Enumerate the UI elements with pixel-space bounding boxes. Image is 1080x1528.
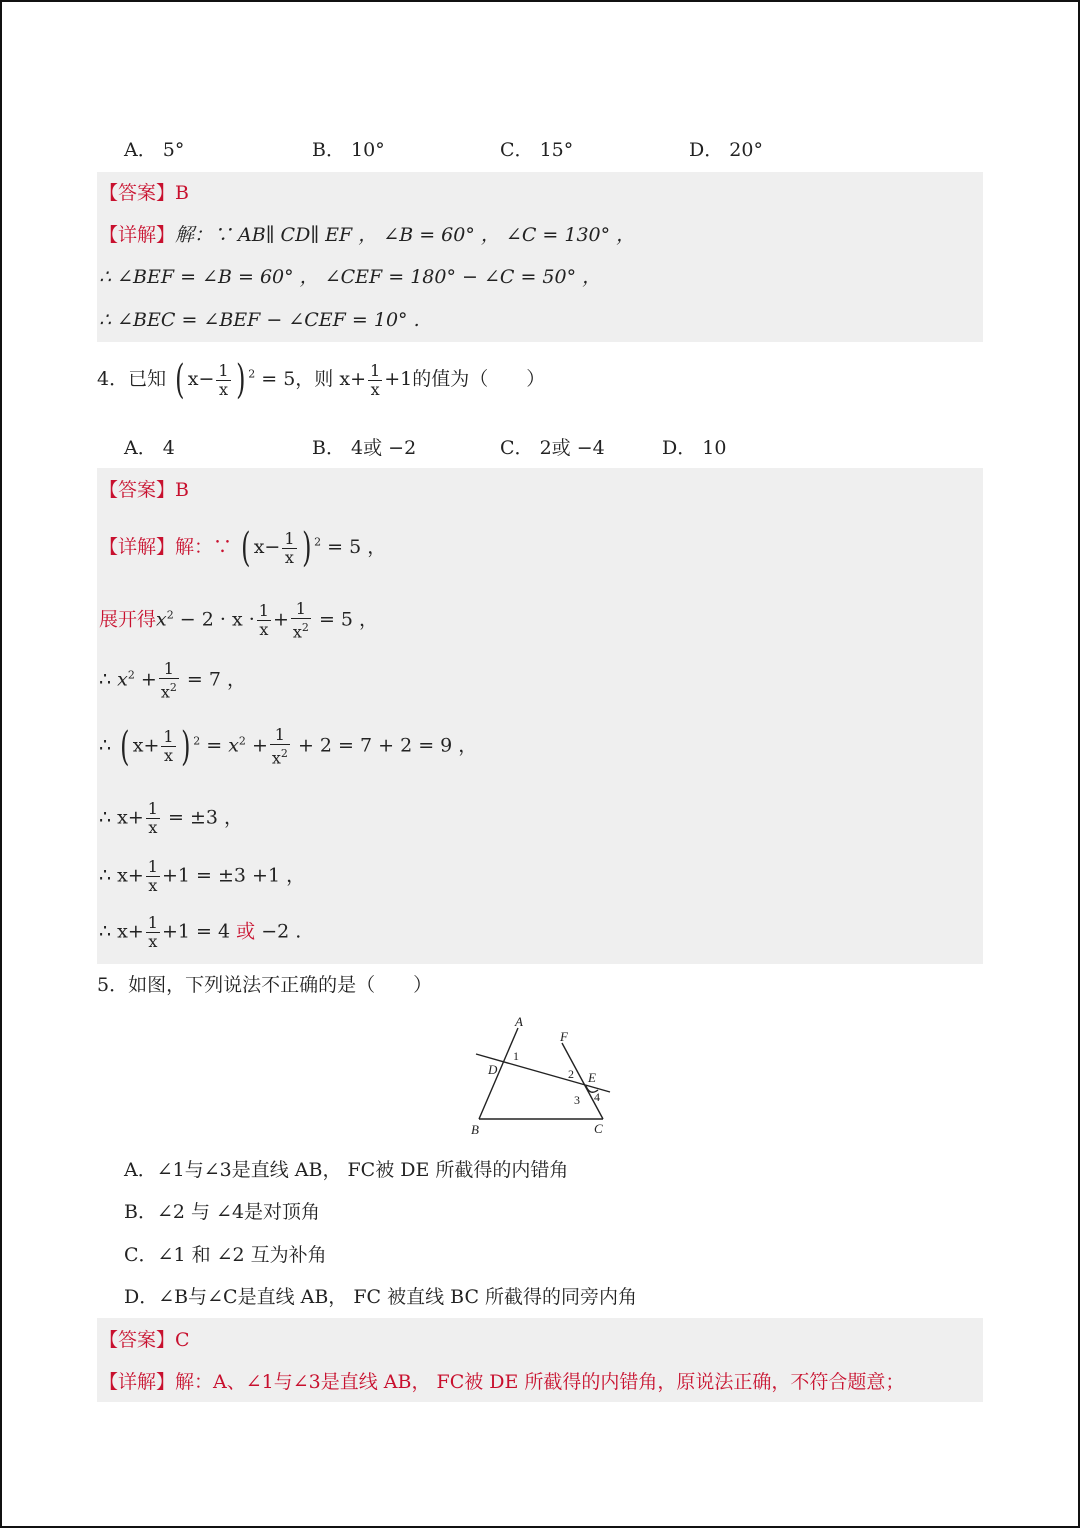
q5-option-a: A．∠1与∠3是直线 AB， FC被 DE 所截得的内错角 (124, 1159, 569, 1181)
q3-answer: 【答案】B (99, 182, 189, 204)
q4-detail-line-3: ∴ $x^2$ + $\frac{1}{x^2}$ = 7 ， (99, 659, 246, 702)
q3-detail-line-2: ∴ ∠BEF = ∠B = 60° ， ∠CEF = 180° − ∠C = 50° ， (99, 266, 602, 288)
q4-detail-line-7: ∴ x+ $\frac{1}{x}$ +1 = 4 或 −2 . (99, 913, 302, 951)
q5-detail: 【详解】解：A、∠1与∠3是直线 AB， FC被 DE 所截得的内错角，原说法正确，不符合题意； (99, 1371, 905, 1393)
label-a: A (515, 1014, 523, 1029)
q5-option-b: B．∠2 与 ∠4是对顶角 (124, 1201, 321, 1223)
q4-option-d: D． 10 (662, 437, 727, 459)
q5-option-d: D．∠B与∠C是直线 AB， FC 被直线 BC 所截得的同旁内角 (124, 1286, 638, 1308)
label-d: D (488, 1062, 498, 1077)
q4-option-b: B． 4或 −2 (312, 437, 417, 459)
q4-detail-line-2: 展开得$x^2 - 2 \cdot x$ · $\frac{1}{x}$ + $\frac{1}{x^2}$ = 5 ， (99, 599, 379, 642)
q4-detail-line-5: ∴ x+ $\frac{1}{x}$ = ±3 ， (99, 799, 244, 837)
q4-detail-line-6: ∴ x+ $\frac{1}{x}$ +1 = ±3 +1 ， (99, 857, 306, 895)
label-c: C (594, 1121, 603, 1136)
label-e: E (588, 1070, 596, 1085)
line-ab (479, 1028, 518, 1119)
q5-answer: 【答案】C (99, 1329, 190, 1351)
q4-detail-line-1: 【详解】解：∵ ( x− $\frac{1}{x}$ ) $^2$ = 5 ， (99, 525, 387, 571)
q3-option-b: B． 10° (312, 139, 385, 161)
q4-question: 4．已知 ( x− $\frac{1}{x}$ ) $^2$ = 5，则 x+ $\frac{1}{x}$ +1的值为（ ） (97, 357, 546, 403)
q3-option-c: C． 15° (500, 139, 574, 161)
q4-answer: 【答案】B (99, 479, 189, 501)
q4-option-c: C． 2或 −4 (500, 437, 605, 459)
label-angle-4: 4 (594, 1090, 600, 1104)
q4-detail-line-4: ∴ ( x+ $\frac{1}{x}$ ) $^2 = x^2$ + $\frac{1}{x^2}$ + 2 = 7 + 2 = 9 ， (99, 723, 478, 770)
label-angle-3: 3 (574, 1093, 580, 1107)
q3-detail-line-1: 【详解】解：∵ AB∥ CD∥ EF ， ∠B = 60° ， ∠C = 130° ， (99, 224, 636, 246)
q3-option-d: D． 20° (689, 139, 763, 161)
q3-option-a: A． 5° (124, 139, 185, 161)
q3-detail-line-3: ∴ ∠BEC = ∠BEF − ∠CEF = 10° . (99, 309, 420, 331)
label-b: B (471, 1122, 479, 1137)
label-f: F (560, 1029, 568, 1044)
label-angle-1: 1 (513, 1049, 519, 1063)
q5-geometry-figure (460, 1010, 630, 1140)
label-angle-2: 2 (568, 1067, 574, 1081)
q4-option-a: A． 4 (124, 437, 175, 459)
q5-question: 5．如图，下列说法不正确的是（ ） (97, 974, 433, 996)
line-fc (562, 1043, 603, 1119)
q5-option-c: C．∠1 和 ∠2 互为补角 (124, 1244, 327, 1266)
